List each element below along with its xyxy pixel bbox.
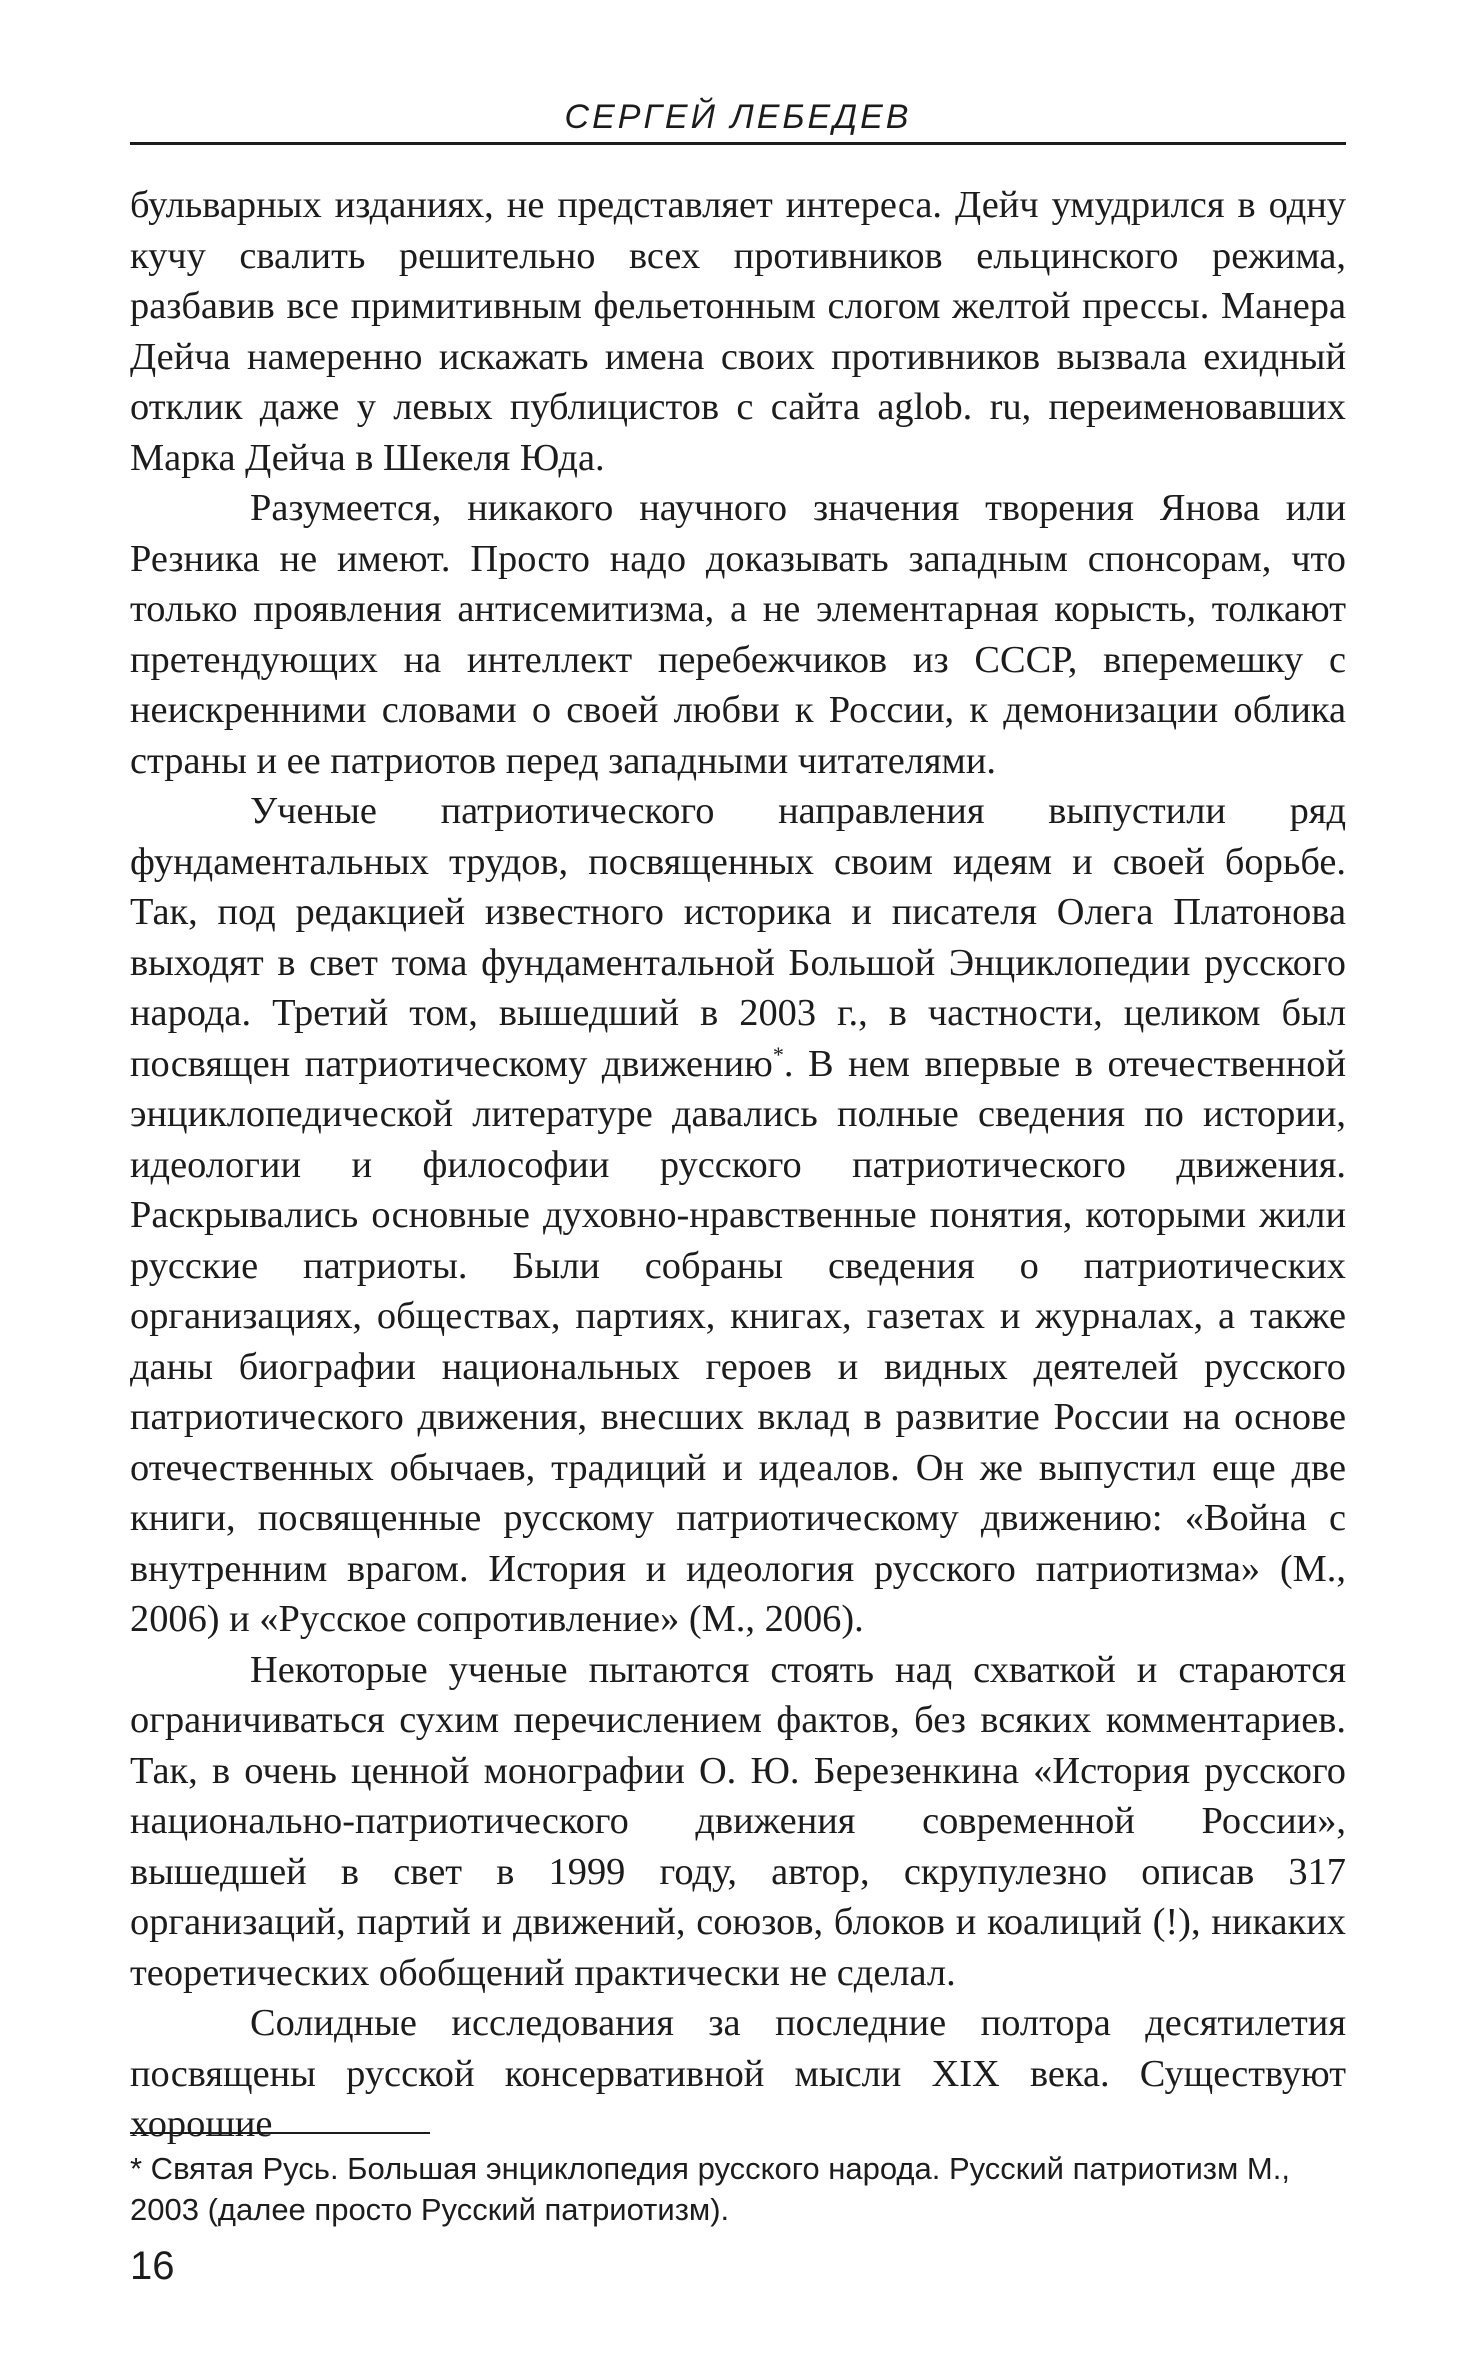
paragraph: [130, 786, 1346, 1645]
footnote: * Святая Русь. Большая энциклопедия русского народа. Русский патриотизм М., 2003 (далее просто Русский патриотизм).: [130, 2151, 1290, 2227]
page-number: 16: [130, 2244, 175, 2288]
footnote-divider: [130, 2132, 430, 2134]
footnote-marker[interactable]: *: [772, 1041, 784, 1067]
paragraph: Солидные исследования за последние полтора десятилетия посвящены русской консервативной мысли XIX века. Существуют хорошие: [130, 2002, 1346, 2145]
running-title: СЕРГЕЙ ЛЕБЕДЕВ: [564, 98, 912, 136]
paragraph: Некоторые ученые пытаются стоять над схваткой и стараются ограничиваться сухим перечислением фактов, без всяких комментариев. Так, в очень ценной монографии О. Ю. Березенкина «История русского национально-патриотического движения современной России», вышедшей в свет в 1999 году, автор, скрупулезно описав 317 организаций, партий и движений, союзов, блоков и коалиций (!), никаких теоретических обобщений практически не сделал.: [130, 1648, 1346, 1994]
paragraph-text: . В нем впервые в отечественной энциклопедической литературе давались полные сведения по истории, идеологии и философии русского патриотического движения. Раскрывались основные духовно-нравственные понятия, которыми жили русские патриоты. Были собраны сведения о патриотических организациях, обществах, партиях, книгах, газетах и журналах, а также даны биографии национальных героев и видных деятелей русского патриотического движения, внесших вклад в развитие России на основе отечественных обычаев, традиций и идеалов. Он же выпустил еще две книги, посвященные русскому патриотическому движению: «Война с внутренним врагом. История и идеология русского патриотизма» (М., 2006) и «Русское сопротивление» (М., 2006).: [130, 1042, 1346, 1640]
running-header: [130, 98, 1346, 145]
main-text: [130, 180, 1346, 2150]
paragraph-text: Ученые патриотического направления выпустили ряд фундаментальных трудов, посвященных своим идеям и своей борьбе. Так, под редакцией известного историка и писателя Олега Платонова выходят в свет тома фундаментальной Большой Энциклопедии русского народа. Третий том, вышедший в 2003 г., в частности, целиком был посвящен патриотическому движению: [130, 790, 1346, 1085]
paragraph: бульварных изданиях, не представляет интереса. Дейч умудрился в одну кучу свалить решительно всех противников ельцинского режима, разбавив все примитивным фельетонным слогом желтой прессы. Манера Дейча намеренно искажать имена своих противников вызвала ехидный отклик даже у левых публицистов с сайта aglob. ru, переименовавших Марка Дейча в Шекеля Юда.: [130, 184, 1346, 479]
paragraph: Разумеется, никакого научного значения творения Янова или Резника не имеют. Просто надо доказывать западным спонсорам, что только проявления антисемитизма, а не элементарная корысть, толкают претендующих на интеллект перебежчиков из СССР, вперемешку с неискренними словами о своей любви к России, к демонизации облика страны и ее патриотов перед западными читателями.: [130, 487, 1346, 782]
